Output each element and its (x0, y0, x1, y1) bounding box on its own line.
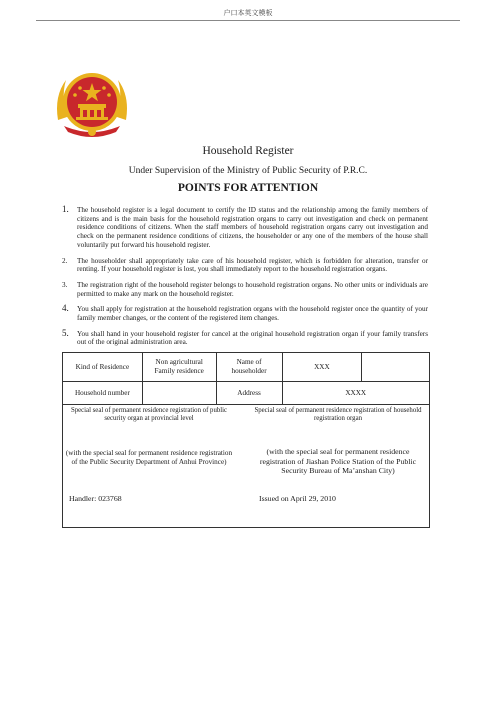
item-number: 4. (62, 303, 69, 314)
national-emblem-icon (50, 66, 134, 142)
points-for-attention-heading: POINTS FOR ATTENTION (177, 182, 319, 194)
item-text: The registration right of the household register belongs to household registration organs. No other units or individuals are permitted to make any mark on the household register. (77, 280, 428, 298)
local-seal-title: Special seal of permanent residence registration of household registration organ (254, 407, 422, 422)
item-text: You shall hand in your household register for cancel at the original household registration organ if your family transfers out of the original administration area. (77, 329, 428, 347)
householder-name-value: XXX (282, 353, 362, 382)
provincial-seal-title: Special seal of permanent residence registration of public security organ at provincial level (70, 407, 228, 422)
item-number: 3. (62, 280, 68, 289)
item-number: 5. (62, 327, 69, 338)
attention-item-2 (62, 257, 428, 274)
table-row (63, 405, 430, 528)
item-number: 2. (62, 256, 68, 265)
table-row (63, 382, 430, 405)
item-text: The householder shall appropriately take care of his household register, which is forbidden for alteration, transfer or renting. If your household register is lost, you shall immediately report to the household registration organs. (77, 256, 428, 274)
issue-date: Issued on April 29, 2010 (259, 494, 336, 503)
attention-item-4 (62, 305, 428, 322)
empty-cell (362, 353, 430, 382)
kind-of-residence-label: Kind of Residence (63, 353, 143, 382)
attention-list (62, 206, 428, 354)
table-row (63, 353, 430, 382)
kind-of-residence-value: Non agricultural Family residence (142, 353, 216, 382)
household-number-value (142, 382, 216, 405)
item-text: The household register is a legal document to certify the ID status and the relationship among the family members of citizens and is the main basis for the household registration organs to carry out investigation and check on permanent residence conditions of citizens. When the staff members of household registration organs carry out investigation and check on the permanent residence conditions of citizens, the householder or any one of the members of the house shall voluntarily put forward his household register. (77, 206, 428, 249)
address-label: Address (216, 382, 282, 405)
attention-item-3 (62, 281, 428, 298)
page-header: 户口本英文模板 (223, 9, 273, 17)
seal-section (63, 405, 430, 528)
local-seal-note: (with the special seal for permanent residence registration of Jiashan Police Station of the Public Security Bureau of Ma’anshan City) (259, 447, 417, 476)
header-rule (36, 20, 460, 21)
document-title: Household Register (202, 145, 294, 157)
household-info-table (62, 352, 430, 528)
household-number-label: Household number (63, 382, 143, 405)
item-number: 1. (62, 204, 69, 214)
attention-item-1 (62, 206, 428, 250)
document-subtitle: Under Supervision of the Ministry of Public Security of P.R.C. (128, 166, 368, 176)
handler-id: Handler: 023768 (69, 494, 122, 503)
provincial-seal-note: (with the special seal for permanent residence registration of the Public Security Department of Anhui Province) (65, 449, 233, 466)
address-value: XXXX (282, 382, 430, 405)
item-text: You shall apply for registration at the household registration organs with the household register once the quantity of your family member changes, or the content of the registered item changes. (77, 305, 428, 323)
attention-item-5 (62, 327, 428, 347)
householder-name-label: Name of householder (216, 353, 282, 382)
